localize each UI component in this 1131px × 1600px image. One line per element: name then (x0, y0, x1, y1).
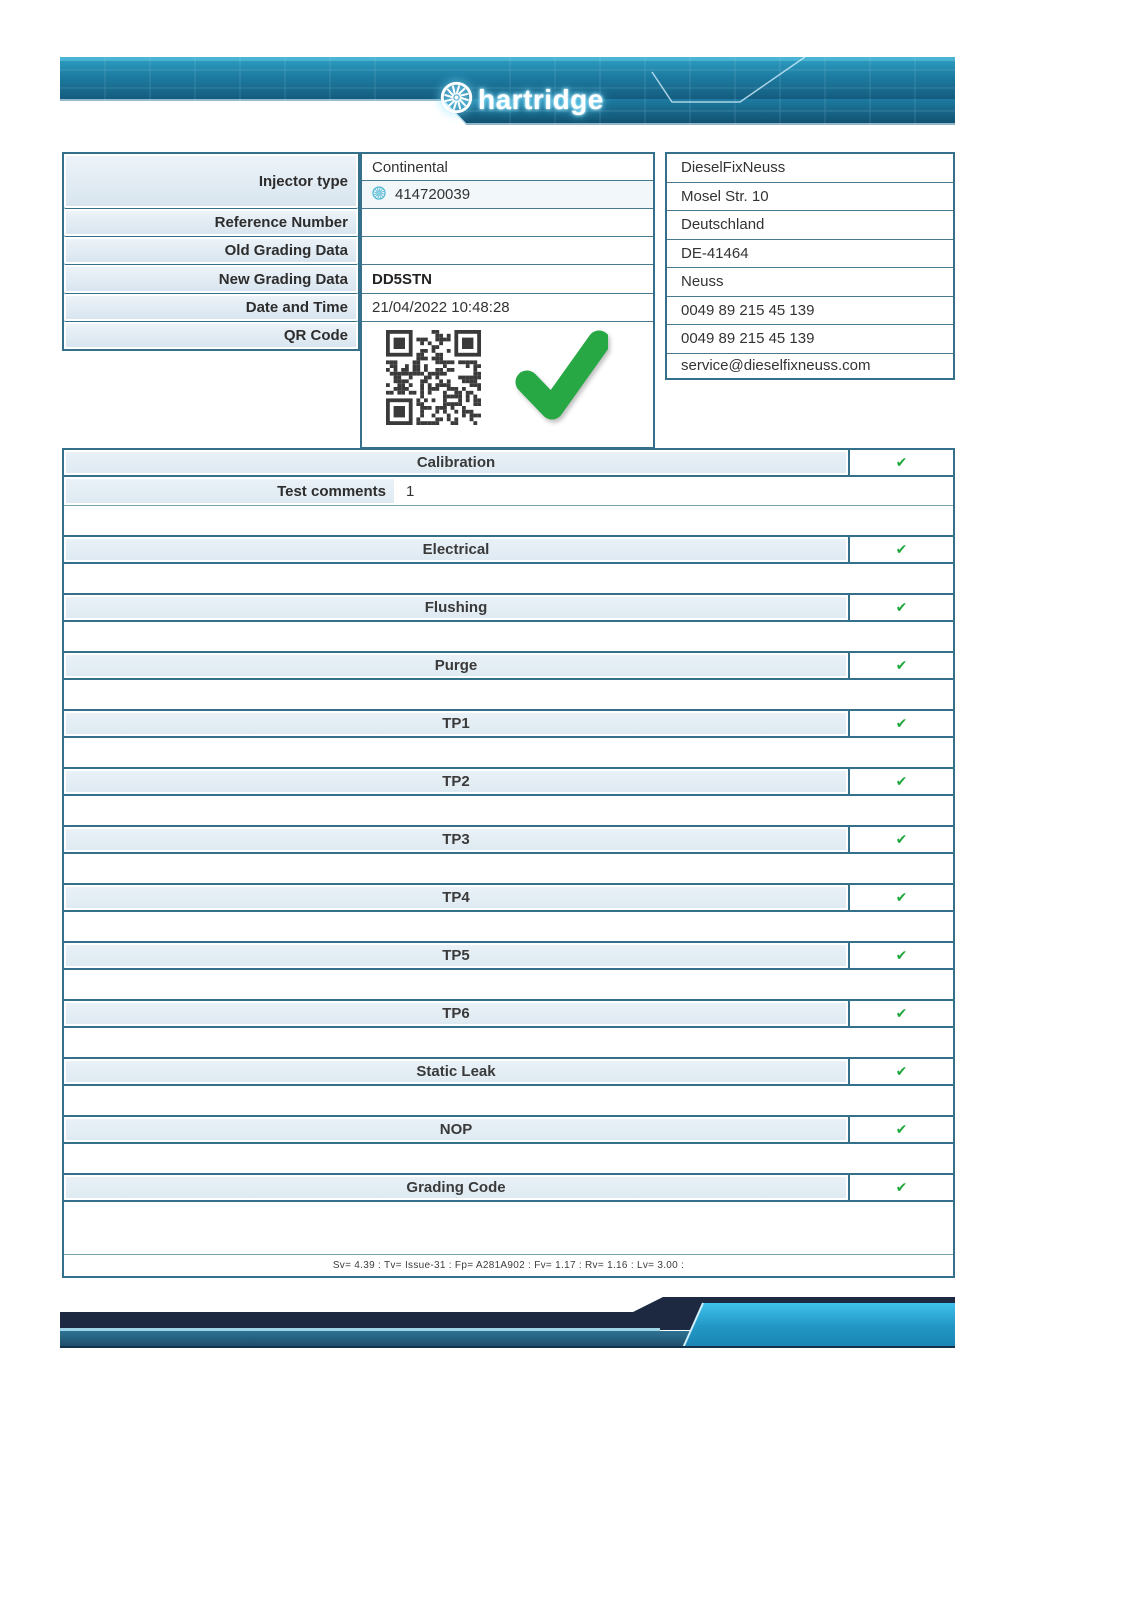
info-value-date-time: 21/04/2022 10:48:28 (362, 294, 653, 322)
address-line: DE-41464 (667, 240, 953, 269)
test-comments-label: Test comments (64, 477, 396, 505)
test-results-table (62, 448, 955, 1278)
address-table (665, 152, 955, 380)
test-section-label: TP6 (64, 1001, 848, 1026)
test-section-label: Grading Code (64, 1175, 848, 1200)
test-section-label: Calibration (64, 450, 848, 475)
test-section-label: TP5 (64, 943, 848, 968)
test-section-label: Electrical (64, 537, 848, 562)
test-section-row-electrical (64, 535, 953, 564)
info-value-old-grading (362, 237, 653, 265)
test-check-cell (848, 885, 953, 910)
info-value-column (360, 152, 655, 449)
test-section-label: NOP (64, 1117, 848, 1142)
empty-row (64, 680, 953, 709)
empty-row (64, 854, 953, 883)
test-check-cell (848, 595, 953, 620)
test-pass-check-icon: ✔ (895, 1121, 908, 1138)
test-section-label: TP3 (64, 827, 848, 852)
test-pass-check-icon: ✔ (895, 715, 908, 732)
address-line: Deutschland (667, 211, 953, 240)
qr-code-image (386, 330, 481, 429)
empty-row (64, 970, 953, 999)
footer-banner-graphic (55, 1297, 955, 1349)
test-check-cell (848, 653, 953, 678)
test-pass-check-icon: ✔ (895, 1179, 908, 1196)
qr-pass-check-icon (512, 328, 608, 428)
address-line: service@dieselfixneuss.com (681, 357, 871, 375)
test-pass-check-icon: ✔ (895, 831, 908, 848)
hartridge-logo (440, 81, 604, 119)
info-value-serial-row (362, 181, 653, 209)
hartridge-logo-text: hartridge (478, 84, 604, 115)
info-value-reference-number (362, 209, 653, 237)
test-section-label: TP4 (64, 885, 848, 910)
test-check-cell (848, 450, 953, 475)
test-check-cell (848, 943, 953, 968)
empty-row (64, 1202, 953, 1231)
test-pass-check-icon: ✔ (895, 773, 908, 790)
test-section-label: Purge (64, 653, 848, 678)
test-check-cell (848, 1001, 953, 1026)
test-check-cell (848, 1117, 953, 1142)
test-pass-check-icon: ✔ (895, 657, 908, 674)
test-section-row-static-leak (64, 1057, 953, 1086)
test-section-label: Static Leak (64, 1059, 848, 1084)
empty-row (64, 506, 953, 535)
test-section-row-tp5 (64, 941, 953, 970)
test-check-cell (848, 827, 953, 852)
test-section-row-nop (64, 1115, 953, 1144)
empty-row (64, 1231, 953, 1254)
test-pass-check-icon: ✔ (895, 454, 908, 471)
info-label-injector-type: Injector type (64, 154, 358, 209)
empty-row (64, 564, 953, 593)
address-line: 0049 89 215 45 139 (667, 297, 953, 326)
test-section-label: TP2 (64, 769, 848, 794)
address-line: DieselFixNeuss (667, 154, 953, 183)
version-info: Sv= 4.39 : Tv= Issue-31 : Fp= A281A902 : Fv= 1.17 : Rv= 1.16 : Lv= 3.00 : (64, 1254, 953, 1278)
empty-row (64, 912, 953, 941)
test-section-label: Flushing (64, 595, 848, 620)
address-line: 0049 89 215 45 139 (667, 325, 953, 354)
hartridge-wheel-icon (440, 81, 473, 119)
test-section-row-tp3 (64, 825, 953, 854)
header-banner (60, 55, 955, 125)
empty-row (64, 738, 953, 767)
test-check-cell (848, 1059, 953, 1084)
test-pass-check-icon: ✔ (895, 1063, 908, 1080)
test-section-row-tp2 (64, 767, 953, 796)
test-pass-check-icon: ✔ (895, 541, 908, 558)
empty-row (64, 1086, 953, 1115)
test-section-label: TP1 (64, 711, 848, 736)
test-pass-check-icon: ✔ (895, 599, 908, 616)
test-comments-row (64, 477, 953, 506)
info-value-new-grading: DD5STN (362, 265, 653, 294)
test-section-row-tp6 (64, 999, 953, 1028)
qr-cell (362, 322, 653, 447)
empty-row (64, 1144, 953, 1173)
footer-banner (55, 1297, 955, 1349)
address-line: Mosel Str. 10 (667, 183, 953, 212)
test-section-row-calibration (64, 448, 953, 477)
test-section-row-tp4 (64, 883, 953, 912)
address-line: Neuss (667, 268, 953, 297)
info-value-serial: 414720039 (395, 186, 471, 203)
test-section-row-grading-code (64, 1173, 953, 1202)
test-pass-check-icon: ✔ (895, 947, 908, 964)
empty-row (64, 796, 953, 825)
test-check-cell (848, 537, 953, 562)
test-section-row-flushing (64, 593, 953, 622)
test-section-row-tp1 (64, 709, 953, 738)
test-pass-check-icon: ✔ (895, 889, 908, 906)
info-label-reference-number: Reference Number (64, 209, 358, 237)
info-value-make: Continental (362, 154, 653, 181)
test-pass-check-icon: ✔ (895, 1005, 908, 1022)
test-check-cell (848, 711, 953, 736)
test-section-row-purge (64, 651, 953, 680)
info-label-date-time: Date and Time (64, 294, 358, 322)
serial-wheel-icon (372, 186, 386, 204)
info-label-old-grading: Old Grading Data (64, 237, 358, 265)
test-check-cell (848, 769, 953, 794)
test-comments-value: 1 (406, 482, 415, 500)
test-check-cell (848, 1175, 953, 1200)
info-label-new-grading: New Grading Data (64, 265, 358, 294)
info-label-qr-code: QR Code (64, 322, 358, 349)
info-label-column (62, 152, 360, 351)
empty-row (64, 622, 953, 651)
empty-row (64, 1028, 953, 1057)
